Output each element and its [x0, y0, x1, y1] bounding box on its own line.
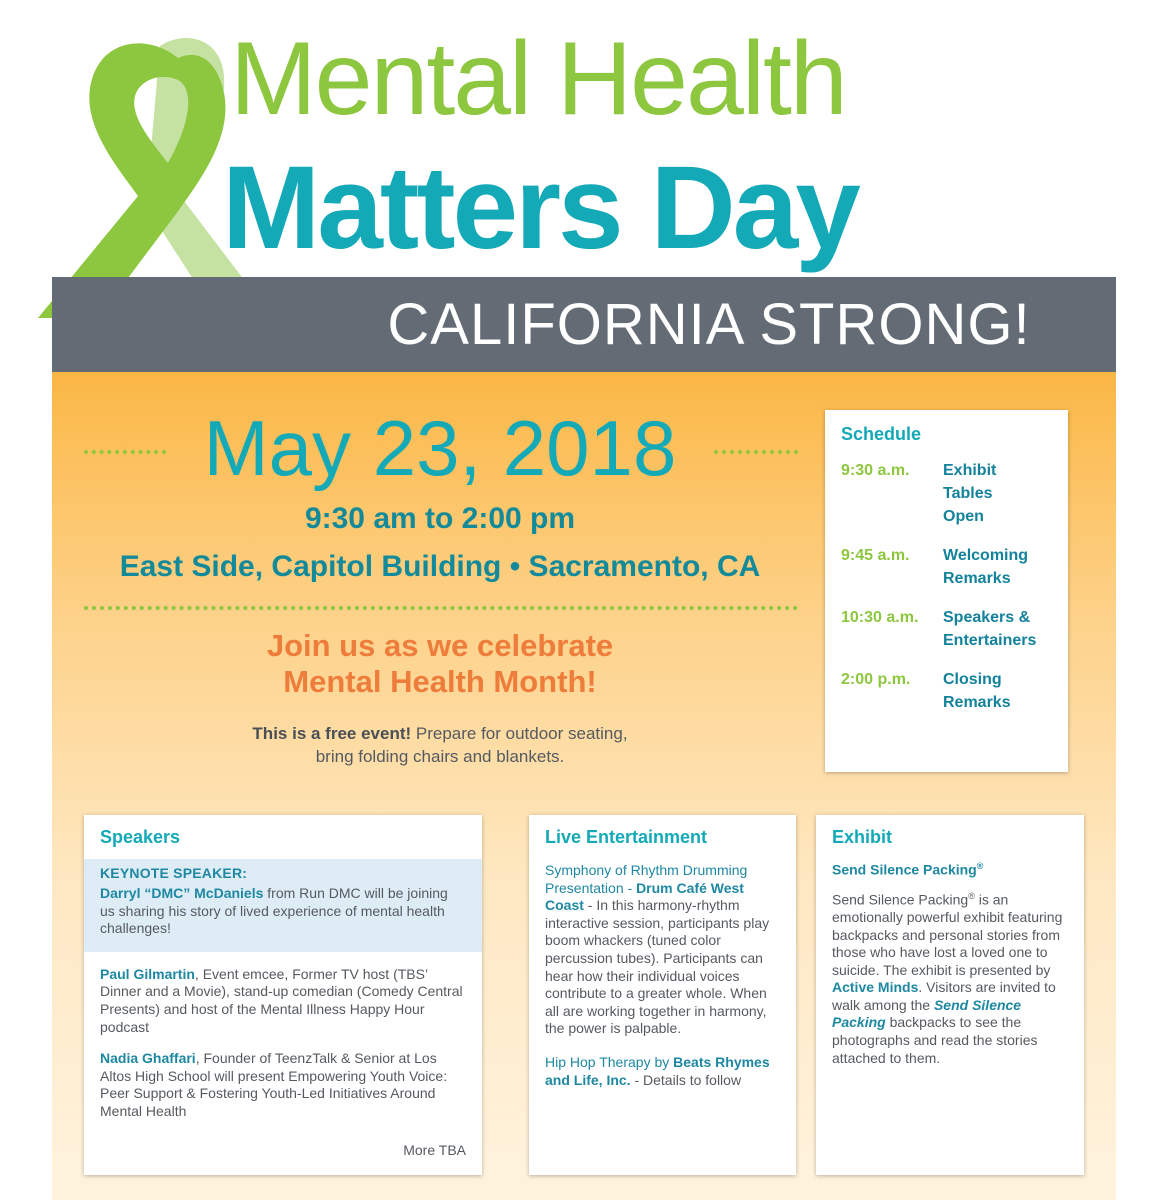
entertainment-description: - Details to follow: [630, 1071, 742, 1088]
schedule-event: [943, 668, 1052, 714]
schedule-event-line: Speakers &: [943, 609, 1031, 626]
entertainment-performer: Beats Rhymes and Life, Inc.: [545, 1053, 770, 1088]
exhibit-text: . Visitors are invited to walk among the: [832, 979, 1056, 1013]
speaker-item: [84, 1050, 482, 1120]
title-line-1: Mental Health: [230, 21, 846, 137]
schedule-event-line: Remarks: [943, 694, 1011, 711]
keynote-text: [100, 885, 466, 938]
schedule-event: [943, 606, 1052, 652]
free-event-text-1: Prepare for outdoor seating,: [411, 724, 628, 743]
schedule-event-line: Exhibit: [943, 462, 997, 479]
schedule-event-line: Tables: [943, 485, 993, 502]
entertainment-performer: Drum Café West Coast: [545, 879, 744, 914]
registered-mark: ®: [968, 890, 975, 901]
speaker-name: Paul Gilmartin: [100, 965, 195, 982]
keynote-label: KEYNOTE SPEAKER:: [100, 865, 248, 881]
exhibit-presenter: Active Minds: [832, 979, 919, 996]
more-tba: More TBA: [403, 1142, 466, 1158]
divider-bottom: [84, 606, 798, 610]
celebrate-line-1: Join us as we celebrate: [266, 628, 614, 663]
exhibit-text: is an emotionally powerful exhibit featuring backpacks and personal stories from those who have lost a loved one to suicide. The exhibit is presented by: [832, 891, 1063, 978]
exhibit-text: backpacks to see the photographs and read the stories attached to them.: [832, 1014, 1038, 1066]
free-event-note: [100, 722, 780, 768]
speaker-item: [84, 966, 482, 1036]
entertainment-item: [545, 862, 780, 1038]
exhibit-description: [832, 888, 1068, 1068]
schedule-event-line: Welcoming: [943, 547, 1029, 564]
exhibit-heading: Exhibit: [832, 827, 893, 847]
event-date: May 23, 2018: [203, 404, 677, 492]
keynote-box: [84, 859, 482, 952]
entertainment-lead: Hip Hop Therapy by: [545, 1053, 674, 1070]
exhibit-card: [816, 815, 1084, 1175]
schedule-event: [943, 544, 1052, 590]
schedule-heading: Schedule: [841, 424, 922, 444]
schedule-event-line: Entertainers: [943, 632, 1037, 649]
event-location: East Side, Capitol Building • Sacramento, CA: [119, 550, 761, 583]
schedule-time: 9:45 a.m.: [841, 547, 910, 564]
title-line-2: Matters Day: [222, 142, 858, 274]
entertainment-lead: Symphony of Rhythm Drumming Presentation -: [545, 862, 748, 896]
speaker-description: , Founder of TeenzTalk & Senior at Los Altos High School will present Empowering Youth Voice: Peer Support & Fostering Youth-Led Initiatives Around Mental Health: [100, 1050, 448, 1119]
tagline-band: [52, 277, 1116, 372]
schedule-event-line: Remarks: [943, 570, 1011, 587]
exhibit-text: Send Silence Packing: [832, 891, 969, 908]
registered-mark: ®: [976, 861, 984, 871]
speaker-description: , Event emcee, Former TV host (TBS’ Dinner and a Movie), stand-up comedian (Comedy Central Presents) and host of the Mental Illness Happy Hour podcast: [100, 965, 463, 1035]
exhibit-subtitle-text: Send Silence Packing: [832, 861, 977, 878]
speaker-name: Nadia Ghaffari: [100, 1050, 196, 1067]
tagline: CALIFORNIA STRONG!: [387, 292, 1031, 357]
free-event-text-2: bring folding chairs and blankets.: [315, 747, 565, 766]
free-event-bold: This is a free event!: [252, 724, 412, 743]
event-time: 9:30 am to 2:00 pm: [304, 502, 576, 535]
schedule-event-line: Open: [943, 508, 984, 525]
schedule-time: 9:30 a.m.: [841, 462, 910, 479]
exhibit-italic: Send Silence Packing: [832, 996, 1022, 1031]
celebrate-message: [100, 628, 780, 700]
schedule-row: [841, 668, 1052, 714]
entertainment-heading: Live Entertainment: [545, 827, 708, 847]
schedule-card: [825, 410, 1068, 772]
schedule-time: 10:30 a.m.: [841, 609, 919, 626]
celebrate-line-2: Mental Health Month!: [283, 664, 597, 699]
entertainment-item: [545, 1054, 780, 1089]
schedule-row: [841, 606, 1052, 652]
entertainment-card: [529, 815, 796, 1175]
entertainment-description: - In this harmony-rhythm interactive session, participants play boom whackers (tuned color percussion tubes). Participants can hear how their individual voices contribute to a greater whole. When all are working together in harmony, the power is palpable.: [545, 897, 770, 1037]
schedule-time: 2:00 p.m.: [841, 671, 911, 688]
schedule-row: [841, 459, 1052, 528]
exhibit-subtitle: [832, 861, 1068, 878]
schedule-event-line: Closing: [943, 671, 1002, 688]
speakers-heading: Speakers: [100, 827, 181, 847]
speakers-card: [84, 815, 482, 1175]
schedule-event: [943, 459, 1052, 528]
keynote-description: from Run DMC will be joining us sharing his story of lived experience of mental health challenges!: [100, 885, 448, 937]
keynote-name: Darryl “DMC” McDaniels: [100, 885, 264, 901]
schedule-row: [841, 544, 1052, 590]
